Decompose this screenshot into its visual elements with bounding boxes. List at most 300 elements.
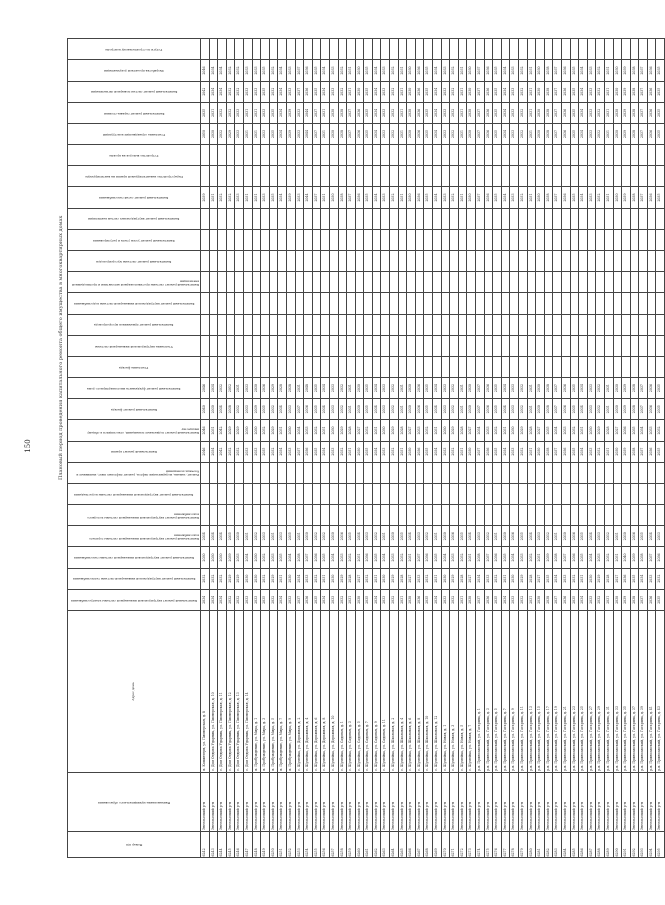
row-year-cell: 2028 (347, 420, 356, 441)
row-year-cell (458, 145, 467, 166)
row-year-cell: 2031 (467, 547, 476, 568)
row-address: п. Пробуждение, ул. Мира, д. 5 (269, 610, 278, 772)
row-year-cell: 2029 (235, 568, 244, 589)
row-year-cell: 2030 (407, 60, 416, 81)
row-year-cell (476, 229, 485, 250)
row-year-cell: 2034 (467, 526, 476, 547)
row-year-cell: 2033 (329, 60, 338, 81)
row-year-cell: 2032 (226, 187, 235, 208)
row-year-cell (372, 145, 381, 166)
row-year-cell: 2035 (424, 60, 433, 81)
row-year-cell (372, 314, 381, 335)
row-year-cell (218, 251, 227, 272)
row-year-cell (639, 483, 648, 504)
row-year-cell: 2030 (441, 526, 450, 547)
row-year-cell (390, 505, 399, 526)
row-year-cell (415, 505, 424, 526)
row-year-cell (329, 272, 338, 293)
row-year-cell: 2032 (390, 123, 399, 144)
row-year-cell (347, 356, 356, 377)
row-year-cell: 2034 (372, 399, 381, 420)
row-year-cell (484, 251, 493, 272)
row-year-cell: 2032 (218, 187, 227, 208)
row-year-cell: 2038 (544, 378, 553, 399)
row-year-cell: 2030 (390, 526, 399, 547)
row-year-cell: 2034 (286, 547, 295, 568)
row-year-cell: 2036 (647, 378, 656, 399)
row-year-cell (355, 229, 364, 250)
row-year-cell (604, 462, 613, 483)
row-year-cell: 2039 (622, 441, 631, 462)
row-year-cell (510, 356, 519, 377)
row-address: с. Шумейка, ул. Садовая, д. 5 (355, 610, 364, 772)
row-year-cell: 2033 (286, 589, 295, 610)
row-year-cell: 2034 (433, 378, 442, 399)
row-year-cell (355, 208, 364, 229)
row-year-cell: 2035 (364, 378, 373, 399)
table-body (201, 39, 665, 858)
row-year-cell: 2032 (518, 441, 527, 462)
row-year-cell (518, 505, 527, 526)
row-year-cell (407, 462, 416, 483)
row-year-cell (613, 314, 622, 335)
row-year-cell: 2037 (295, 399, 304, 420)
row-year-cell: 2034 (433, 399, 442, 420)
row-year-cell: 2028 (398, 420, 407, 441)
row-year-cell: 2028 (604, 420, 613, 441)
row-year-cell: 2031 (398, 60, 407, 81)
row-year-cell: 2032 (518, 378, 527, 399)
row-year-cell (338, 251, 347, 272)
row-year-cell: 2030 (209, 547, 218, 568)
row-year-cell: 2028 (278, 378, 287, 399)
row-year-cell (510, 462, 519, 483)
row-year-cell (596, 208, 605, 229)
row-year-cell (484, 166, 493, 187)
row-year-cell (218, 229, 227, 250)
row-number: 6262 (372, 831, 381, 857)
row-year-cell (527, 251, 536, 272)
row-year-cell: 2030 (252, 420, 261, 441)
row-year-cell: 2032 (596, 399, 605, 420)
row-year-cell (355, 293, 364, 314)
row-year-cell (390, 293, 399, 314)
row-year-cell: 2037 (295, 81, 304, 102)
table-row (201, 39, 210, 858)
row-year-cell: 2035 (278, 547, 287, 568)
row-year-cell (647, 314, 656, 335)
row-year-cell (243, 272, 252, 293)
row-year-cell (329, 145, 338, 166)
row-year-cell: 2033 (304, 568, 313, 589)
table-header-row (68, 39, 201, 858)
row-year-cell (493, 145, 502, 166)
row-year-cell (476, 293, 485, 314)
row-year-cell: 2032 (338, 378, 347, 399)
row-year-cell: 2032 (493, 568, 502, 589)
row-year-cell (527, 293, 536, 314)
row-year-cell (484, 39, 493, 60)
row-year-cell (510, 335, 519, 356)
row-year-cell (570, 166, 579, 187)
row-year-cell: 2034 (321, 589, 330, 610)
row-year-cell (630, 251, 639, 272)
row-year-cell (286, 505, 295, 526)
table-caption: Плановый период проведения капитального ремонта общего имущества в многоквартирных домах (58, 215, 64, 480)
row-year-cell (364, 462, 373, 483)
row-year-cell (424, 335, 433, 356)
row-district: Энгельсский р-н (312, 773, 321, 831)
row-year-cell: 2033 (381, 60, 390, 81)
row-year-cell: 2037 (312, 102, 321, 123)
row-year-cell: 2032 (450, 123, 459, 144)
row-number: 6294 (647, 831, 656, 857)
row-year-cell: 2032 (424, 420, 433, 441)
row-year-cell (243, 314, 252, 335)
row-year-cell (329, 293, 338, 314)
row-year-cell: 2034 (329, 547, 338, 568)
row-year-cell (570, 293, 579, 314)
row-district: Энгельсский р-н (226, 773, 235, 831)
row-year-cell: 2034 (321, 441, 330, 462)
row-year-cell (329, 166, 338, 187)
row-year-cell: 2033 (647, 568, 656, 589)
row-year-cell (407, 145, 416, 166)
row-number: 6249 (261, 831, 270, 857)
row-year-cell: 2033 (441, 102, 450, 123)
row-year-cell: 2035 (424, 441, 433, 462)
table-row (338, 39, 347, 858)
row-year-cell: 2031 (579, 568, 588, 589)
row-year-cell (269, 335, 278, 356)
row-year-cell (226, 314, 235, 335)
row-year-cell (235, 272, 244, 293)
row-address: р.п. Приволжский, ул. Гагарина, д. 25 (579, 610, 588, 772)
row-year-cell (656, 356, 665, 377)
row-year-cell (398, 208, 407, 229)
row-year-cell (261, 483, 270, 504)
row-year-cell (278, 251, 287, 272)
row-year-cell (536, 293, 545, 314)
row-year-cell (364, 272, 373, 293)
row-year-cell: 2037 (553, 187, 562, 208)
row-year-cell (226, 462, 235, 483)
row-year-cell (398, 356, 407, 377)
row-year-cell: 2030 (622, 526, 631, 547)
row-year-cell: 2032 (235, 399, 244, 420)
row-year-cell: 2035 (261, 60, 270, 81)
row-number: 6288 (596, 831, 605, 857)
row-year-cell: 2031 (604, 187, 613, 208)
row-year-cell: 2036 (656, 547, 665, 568)
row-year-cell (286, 462, 295, 483)
row-district: Энгельсский р-н (484, 773, 493, 831)
row-year-cell (433, 229, 442, 250)
row-year-cell (579, 293, 588, 314)
row-year-cell (201, 272, 210, 293)
row-year-cell: 2029 (226, 123, 235, 144)
row-year-cell: 2039 (252, 399, 261, 420)
row-year-cell (381, 483, 390, 504)
row-year-cell: 2038 (630, 378, 639, 399)
row-year-cell: 2036 (561, 60, 570, 81)
row-year-cell (390, 462, 399, 483)
row-year-cell (527, 314, 536, 335)
row-year-cell: 2035 (493, 102, 502, 123)
row-year-cell (536, 335, 545, 356)
row-year-cell (201, 208, 210, 229)
row-year-cell: 2035 (364, 187, 373, 208)
row-district: Энгельсский р-н (381, 773, 390, 831)
row-number: 6283 (553, 831, 562, 857)
table-row (596, 39, 605, 858)
row-year-cell: 2036 (647, 589, 656, 610)
row-year-cell (596, 229, 605, 250)
row-year-cell (587, 356, 596, 377)
row-year-cell: 2034 (579, 399, 588, 420)
row-number: 6284 (561, 831, 570, 857)
row-year-cell (398, 251, 407, 272)
row-year-cell: 2032 (390, 378, 399, 399)
row-year-cell: 2032 (656, 420, 665, 441)
row-year-cell (493, 229, 502, 250)
row-district: Энгельсский р-н (407, 773, 416, 831)
row-year-cell: 2034 (587, 547, 596, 568)
row-year-cell (476, 483, 485, 504)
row-district: Энгельсский р-н (570, 773, 579, 831)
row-year-cell: 2032 (518, 81, 527, 102)
row-year-cell (493, 39, 502, 60)
row-district: Энгельсский р-н (587, 773, 596, 831)
row-year-cell: 2033 (235, 187, 244, 208)
row-year-cell: 2036 (630, 526, 639, 547)
row-year-cell (536, 229, 545, 250)
row-year-cell (269, 272, 278, 293)
row-year-cell: 2034 (209, 441, 218, 462)
row-year-cell (613, 166, 622, 187)
row-year-cell (269, 356, 278, 377)
row-year-cell: 2038 (630, 102, 639, 123)
row-year-cell: 2031 (458, 399, 467, 420)
row-year-cell: 2030 (467, 123, 476, 144)
row-year-cell (235, 505, 244, 526)
row-number: 6255 (312, 831, 321, 857)
row-number: 6264 (390, 831, 399, 857)
row-year-cell: 2031 (613, 526, 622, 547)
row-year-cell: 2031 (243, 187, 252, 208)
row-year-cell (484, 229, 493, 250)
row-number: 6277 (501, 831, 510, 857)
row-number: 6261 (364, 831, 373, 857)
row-year-cell (639, 145, 648, 166)
row-year-cell (561, 314, 570, 335)
row-year-cell (381, 208, 390, 229)
row-year-cell: 2030 (510, 568, 519, 589)
row-year-cell (613, 335, 622, 356)
row-year-cell (415, 208, 424, 229)
row-year-cell: 2027 (613, 420, 622, 441)
row-year-cell (433, 166, 442, 187)
row-year-cell: 2031 (243, 123, 252, 144)
row-year-cell: 2030 (613, 399, 622, 420)
row-year-cell (312, 293, 321, 314)
row-year-cell: 2033 (441, 589, 450, 610)
row-year-cell (295, 39, 304, 60)
row-year-cell: 2028 (398, 568, 407, 589)
row-year-cell (235, 39, 244, 60)
row-year-cell (424, 39, 433, 60)
row-year-cell (484, 356, 493, 377)
row-year-cell (518, 462, 527, 483)
row-year-cell (510, 145, 519, 166)
row-year-cell: 2035 (424, 102, 433, 123)
row-year-cell (647, 505, 656, 526)
row-year-cell: 2031 (458, 81, 467, 102)
row-year-cell: 2032 (226, 589, 235, 610)
row-year-cell (596, 483, 605, 504)
row-district: Энгельсский р-н (390, 773, 399, 831)
row-year-cell (424, 314, 433, 335)
row-year-cell: 2040 (622, 547, 631, 568)
row-year-cell: 2029 (518, 568, 527, 589)
header-work-23: Утепление ограждающих конструкций (68, 123, 201, 144)
row-year-cell (476, 251, 485, 272)
row-year-cell (338, 356, 347, 377)
row-year-cell (347, 208, 356, 229)
row-year-cell (622, 335, 631, 356)
row-year-cell (510, 505, 519, 526)
row-year-cell (235, 356, 244, 377)
row-year-cell (424, 483, 433, 504)
row-year-cell: 2036 (570, 526, 579, 547)
row-year-cell (381, 505, 390, 526)
row-year-cell (226, 229, 235, 250)
row-address: с. Дом Отдыха Ударник, ул. Пионерская, д. 12 (226, 610, 235, 772)
row-year-cell: 2040 (201, 399, 210, 420)
row-year-cell: 2033 (243, 378, 252, 399)
row-number: 6258 (338, 831, 347, 857)
row-year-cell: 2035 (639, 526, 648, 547)
row-year-cell: 2033 (286, 441, 295, 462)
row-year-cell (295, 505, 304, 526)
row-year-cell: 2036 (561, 378, 570, 399)
row-year-cell: 2039 (630, 547, 639, 568)
row-year-cell (243, 335, 252, 356)
row-district: Энгельсский р-н (338, 773, 347, 831)
row-year-cell: 2030 (407, 123, 416, 144)
row-year-cell: 2035 (364, 441, 373, 462)
row-year-cell: 2046 (201, 378, 210, 399)
row-year-cell: 2037 (647, 547, 656, 568)
row-year-cell (647, 251, 656, 272)
row-year-cell (647, 356, 656, 377)
row-year-cell (304, 462, 313, 483)
row-year-cell: 2033 (295, 187, 304, 208)
row-year-cell (510, 229, 519, 250)
row-year-cell (630, 462, 639, 483)
row-year-cell: 2033 (587, 399, 596, 420)
row-year-cell (518, 229, 527, 250)
row-year-cell (218, 356, 227, 377)
row-year-cell: 2033 (441, 441, 450, 462)
row-year-cell (278, 505, 287, 526)
row-year-cell: 2032 (226, 102, 235, 123)
row-year-cell (347, 483, 356, 504)
row-year-cell (252, 39, 261, 60)
row-year-cell: 2036 (424, 547, 433, 568)
row-year-cell (304, 483, 313, 504)
row-year-cell: 2029 (390, 568, 399, 589)
row-year-cell (553, 251, 562, 272)
row-year-cell: 2033 (587, 378, 596, 399)
row-year-cell (398, 145, 407, 166)
row-year-cell (510, 251, 519, 272)
row-year-cell (252, 272, 261, 293)
row-year-cell (252, 462, 261, 483)
row-year-cell (467, 208, 476, 229)
row-year-cell (261, 251, 270, 272)
table-row (278, 39, 287, 858)
row-year-cell: 2031 (252, 102, 261, 123)
row-number: 6257 (329, 831, 338, 857)
row-year-cell (647, 208, 656, 229)
row-year-cell: 2030 (218, 547, 227, 568)
row-year-cell: 2035 (424, 187, 433, 208)
row-year-cell (493, 356, 502, 377)
row-year-cell: 2035 (347, 526, 356, 547)
row-year-cell: 2039 (622, 102, 631, 123)
row-year-cell (527, 483, 536, 504)
row-year-cell (458, 39, 467, 60)
row-year-cell (639, 314, 648, 335)
row-year-cell (527, 145, 536, 166)
row-year-cell (304, 272, 313, 293)
row-year-cell (467, 335, 476, 356)
row-year-cell (252, 505, 261, 526)
row-year-cell (656, 39, 665, 60)
row-year-cell: 2032 (450, 187, 459, 208)
row-year-cell (441, 166, 450, 187)
row-address: с. Шумейка, ул. Дорожная, д. 8 (321, 610, 330, 772)
row-address: п. Пробуждение, ул. Мира, д. 7 (278, 610, 287, 772)
row-year-cell: 2034 (579, 441, 588, 462)
row-year-cell: 2046 (201, 420, 210, 441)
row-year-cell: 2037 (639, 123, 648, 144)
row-district: Энгельсский р-н (544, 773, 553, 831)
row-year-cell: 2034 (476, 568, 485, 589)
row-year-cell (218, 208, 227, 229)
row-year-cell: 2037 (476, 441, 485, 462)
row-year-cell: 2030 (536, 102, 545, 123)
row-year-cell (622, 251, 631, 272)
row-year-cell (622, 293, 631, 314)
row-year-cell (252, 145, 261, 166)
row-year-cell: 2035 (364, 102, 373, 123)
row-year-cell: 2037 (476, 399, 485, 420)
row-year-cell: 2034 (433, 187, 442, 208)
row-year-cell: 2038 (544, 589, 553, 610)
row-year-cell (243, 293, 252, 314)
row-year-cell: 2033 (243, 589, 252, 610)
row-year-cell (467, 505, 476, 526)
row-year-cell: 2033 (381, 102, 390, 123)
row-year-cell: 2032 (398, 547, 407, 568)
row-year-cell (424, 251, 433, 272)
row-year-cell (596, 335, 605, 356)
row-year-cell (518, 483, 527, 504)
row-number: 6263 (381, 831, 390, 857)
row-year-cell: 2034 (433, 60, 442, 81)
